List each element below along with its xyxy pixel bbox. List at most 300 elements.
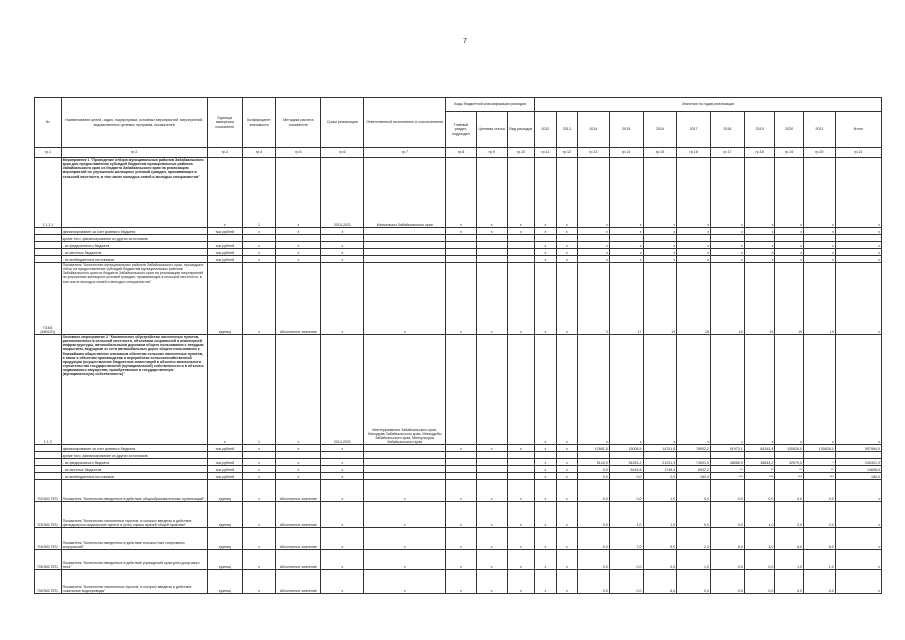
table-cell: 3 — [578, 263, 610, 335]
table-cell: х — [364, 550, 446, 570]
table-cell — [507, 335, 535, 445]
row-name: Показатель "Количество введенных в действие общеобразовательных организаций" — [61, 480, 207, 502]
table-cell: 1,0 — [775, 550, 804, 570]
table-cell: х — [476, 570, 507, 594]
table-cell: х — [643, 228, 677, 235]
table-cell: х — [711, 158, 745, 228]
table-cell: х — [578, 335, 610, 445]
table-cell: х — [242, 445, 276, 452]
table-cell: х — [242, 570, 276, 594]
row-name: кроме того, финансирование из других источников: — [61, 452, 207, 459]
table-cell: Абсолютное значение — [276, 480, 321, 502]
table-cell: 14698,6 — [835, 466, 881, 473]
column-number: гр.21 — [835, 148, 881, 158]
table-cell: х — [321, 550, 364, 570]
table-cell: Минтерразвития Забайкальского края, Минздрав Забайкальского края, Минсудьбы Забайкальского края, Минкультуры Забайкальского края — [364, 335, 446, 445]
table-cell — [804, 235, 836, 242]
table-cell — [578, 235, 610, 242]
table-cell — [364, 459, 446, 466]
header-year-2019: 2019 — [744, 112, 775, 148]
table-cell: х — [556, 480, 577, 502]
table-cell — [507, 256, 535, 263]
table-cell: х — [835, 502, 881, 528]
column-number: гр.9 — [476, 148, 507, 158]
table-cell — [321, 235, 364, 242]
table-cell — [476, 452, 507, 459]
table-cell: х — [744, 242, 775, 249]
row-name: Мероприятие 1 "Проведение отбора муниципальных районов Забайкальского края для предоставления субсидий бюджетам муниципальных районов Забайкальского края из бюджета Забайкальского края на реализацию мероприятий по улучшению жилищных условий граждан, проживающих в сельской местности, в том числе молодых семей и молодых специалистов" — [61, 158, 207, 228]
table-cell: х — [578, 158, 610, 228]
column-number: гр.7 — [364, 148, 446, 158]
table-cell: х — [242, 480, 276, 502]
table-cell: х — [556, 473, 577, 480]
table-cell: х — [535, 249, 556, 256]
table-cell — [207, 452, 242, 459]
table-cell — [677, 235, 711, 242]
row-name: Показатель "Количество населенных пунктов, в которых введены в действие локальные водопроводы" — [61, 570, 207, 594]
table-cell — [507, 452, 535, 459]
table-cell — [364, 256, 446, 263]
table-cell: х — [207, 158, 242, 228]
column-number: гр.15 — [643, 148, 677, 158]
table-cell: х — [744, 335, 775, 445]
table-cell — [711, 452, 745, 459]
table-cell — [242, 452, 276, 459]
table-cell: х — [609, 242, 643, 249]
table-cell: х — [276, 466, 321, 473]
row-code — [35, 256, 62, 263]
table-cell: 180,0 — [835, 473, 881, 480]
table-cell — [476, 256, 507, 263]
table-cell: 6,0 — [643, 570, 677, 594]
row-code: 1.1.1.1 — [35, 158, 62, 228]
table-cell: х — [276, 249, 321, 256]
table-cell — [446, 242, 477, 249]
table-cell — [207, 235, 242, 242]
table-cell: х — [446, 158, 477, 228]
table-cell: х — [556, 228, 577, 235]
table-cell: х — [775, 335, 804, 445]
table-cell: х — [321, 249, 364, 256]
table-cell: х — [364, 502, 446, 528]
table-cell: х — [677, 335, 711, 445]
table-cell: х — [609, 158, 643, 228]
table-cell: х — [535, 445, 556, 452]
table-row — [35, 452, 882, 459]
table-cell: х — [207, 335, 242, 445]
table-cell: х — [775, 249, 804, 256]
header-unit: Единица измерения показателя — [207, 98, 242, 148]
table-cell: х — [643, 256, 677, 263]
table-cell: 0,0 — [578, 550, 610, 570]
table-cell: х — [677, 256, 711, 263]
row-code — [35, 459, 62, 466]
table-cell — [364, 228, 446, 235]
table-cell: х — [535, 263, 556, 335]
table-cell: х — [364, 528, 446, 550]
table-cell — [556, 452, 577, 459]
table-cell: х — [711, 256, 745, 263]
header-resp: Ответственный исполнитель и соисполнители — [364, 98, 446, 148]
header-code-type: Вид расходов — [507, 112, 535, 148]
table-cell: х — [578, 228, 610, 235]
table-cell: тыс.рублей — [207, 445, 242, 452]
table-cell: 0,0 — [578, 466, 610, 473]
table-cell: х — [242, 256, 276, 263]
table-cell: 0,0 — [775, 570, 804, 594]
table-cell — [364, 445, 446, 452]
table-cell: 180,0 — [677, 473, 711, 480]
row-name: - из внебюджетных источников — [61, 473, 207, 480]
table-row — [35, 466, 882, 473]
table-cell: х — [556, 263, 577, 335]
table-cell: х — [744, 158, 775, 228]
table-cell: тыс.рублей — [207, 466, 242, 473]
header-code-article: Целевая статья — [476, 112, 507, 148]
table-cell — [446, 466, 477, 473]
table-cell: х — [446, 550, 477, 570]
table-cell: х — [321, 445, 364, 452]
header-method: Методика расчета показателя — [276, 98, 321, 148]
column-number: гр.10 — [507, 148, 535, 158]
table-row — [35, 528, 882, 550]
table-cell: х — [804, 158, 836, 228]
table-cell: х — [242, 466, 276, 473]
row-name: - из внебюджетных источников — [61, 256, 207, 263]
table-cell: х — [556, 550, 577, 570]
table-cell: х — [535, 480, 556, 502]
table-cell: Абсолютное значение — [276, 263, 321, 335]
table-cell — [364, 235, 446, 242]
table-cell: х — [242, 228, 276, 235]
column-number: гр.17 — [711, 148, 745, 158]
table-cell — [476, 459, 507, 466]
table-cell: х — [775, 242, 804, 249]
table-cell — [276, 235, 321, 242]
table-cell: х — [556, 502, 577, 528]
column-number: гр.2 — [61, 148, 207, 158]
table-cell: х — [835, 249, 881, 256]
table-cell: х — [744, 256, 775, 263]
table-cell: х — [535, 570, 556, 594]
table-cell: х — [321, 228, 364, 235]
table-cell: х — [643, 335, 677, 445]
table-cell: 32979,0 — [775, 459, 804, 466]
table-cell — [535, 452, 556, 459]
table-cell: х — [321, 570, 364, 594]
table-cell: х — [804, 256, 836, 263]
table-cell: 3,0 — [744, 528, 775, 550]
table-cell: единиц — [207, 528, 242, 550]
table-cell: х — [535, 528, 556, 550]
table-cell — [446, 452, 477, 459]
table-cell: х — [476, 158, 507, 228]
table-cell — [578, 452, 610, 459]
table-cell: 0,0 — [711, 550, 745, 570]
table-cell: единиц — [207, 502, 242, 528]
table-cell: 19 — [744, 263, 775, 335]
table-cell — [744, 452, 775, 459]
table-cell: х — [711, 335, 745, 445]
table-cell: тыс.рублей — [207, 459, 242, 466]
table-cell: х — [556, 466, 577, 473]
table-cell: Минсельхоз Забайкальского края — [364, 158, 446, 228]
table-cell: 0,0 — [578, 528, 610, 550]
column-numbers-row — [35, 148, 882, 158]
table-cell: ** — [804, 466, 836, 473]
table-cell: Абсолютное значение — [276, 528, 321, 550]
header-year-2015: 2015 — [609, 112, 643, 148]
table-row — [35, 473, 882, 480]
row-name: - из местных бюджетов — [61, 466, 207, 473]
table-cell: 19 — [711, 263, 745, 335]
table-cell: 0,0 — [578, 473, 610, 480]
table-cell: х — [507, 445, 535, 452]
row-code: 1.1.2 — [35, 335, 62, 445]
table-row — [35, 235, 882, 242]
table-cell: единиц — [207, 480, 242, 502]
table-cell: 2015-2021 — [321, 158, 364, 228]
row-name: Показатель "Количество населенных пунктов, в которых введены в действие фельдшерско-акушерские пункты и (или) офисы врачей общей практики" — [61, 502, 207, 528]
table-cell: 74591,3 — [677, 459, 711, 466]
table-cell: х — [446, 263, 477, 335]
table-cell: х — [556, 528, 577, 550]
table-cell — [609, 452, 643, 459]
table-cell — [446, 249, 477, 256]
table-cell: х — [835, 228, 881, 235]
table-cell: 0,0 — [711, 480, 745, 502]
table-cell: 2,0 — [677, 528, 711, 550]
table-row — [35, 502, 882, 528]
table-cell: Абсолютное значение — [276, 550, 321, 570]
table-cell: 19 — [643, 263, 677, 335]
table-cell: х — [446, 445, 477, 452]
table-cell — [507, 459, 535, 466]
table-cell: ** — [744, 466, 775, 473]
table-cell: 34251,2 — [609, 459, 643, 466]
table-cell: х — [556, 459, 577, 466]
table-cell: х — [677, 158, 711, 228]
table-cell: 130628,0 — [804, 445, 836, 452]
table-cell: х — [578, 249, 610, 256]
table-cell: 18 — [677, 263, 711, 335]
table-cell: х — [321, 473, 364, 480]
table-cell: х — [835, 263, 881, 335]
column-number: гр.14 — [609, 148, 643, 158]
table-cell: х — [535, 256, 556, 263]
table-cell: х — [242, 249, 276, 256]
table-cell — [476, 466, 507, 473]
table-cell: х — [446, 502, 477, 528]
table-cell: х — [446, 570, 477, 594]
table-cell: х — [242, 473, 276, 480]
table-cell — [535, 235, 556, 242]
table-cell: х — [711, 249, 745, 256]
table-cell: х — [535, 242, 556, 249]
table-row — [35, 480, 882, 502]
table-cell: х — [507, 480, 535, 502]
table-cell: х — [507, 502, 535, 528]
table-cell — [507, 235, 535, 242]
table-cell: х — [446, 228, 477, 235]
table-cell: 0,0 — [643, 550, 677, 570]
table-cell: х — [507, 550, 535, 570]
table-row — [35, 242, 882, 249]
column-number: гр.3 — [207, 148, 242, 158]
table-cell: тыс.рублей — [207, 473, 242, 480]
row-code — [35, 235, 62, 242]
table-cell — [321, 452, 364, 459]
table-cell — [507, 249, 535, 256]
indicator-table — [34, 97, 882, 594]
row-code — [35, 228, 62, 235]
table-cell: х — [556, 335, 577, 445]
table-cell: х — [775, 158, 804, 228]
table-cell: х — [677, 228, 711, 235]
table-row — [35, 335, 882, 445]
table-row — [35, 570, 882, 594]
table-cell: х — [321, 263, 364, 335]
table-cell: х — [535, 473, 556, 480]
table-cell — [775, 452, 804, 459]
table-cell: х — [677, 249, 711, 256]
table-cell: х — [507, 158, 535, 228]
table-cell — [556, 235, 577, 242]
table-cell — [643, 235, 677, 242]
row-code — [35, 452, 62, 459]
header-no: № — [35, 98, 62, 148]
header-year-2020: 2020 — [775, 112, 804, 148]
row-code — [35, 466, 62, 473]
table-cell: х — [556, 249, 577, 256]
table-cell — [476, 473, 507, 480]
table-cell: х — [446, 528, 477, 550]
table-cell: *** — [804, 473, 836, 480]
row-name: финансирование за счет краевого бюджета — [61, 445, 207, 452]
table-cell: 557984,9 — [835, 445, 881, 452]
table-row — [35, 550, 882, 570]
table-cell: 12881,5 — [578, 445, 610, 452]
table-cell: 19 — [775, 263, 804, 335]
table-cell: х — [609, 256, 643, 263]
table-cell: х — [276, 335, 321, 445]
table-cell: х — [276, 228, 321, 235]
row-name: - из федерального бюджета — [61, 459, 207, 466]
table-cell: тыс.рублей — [207, 242, 242, 249]
table-cell: х — [476, 502, 507, 528]
table-cell — [446, 335, 477, 445]
column-number: гр.5 — [276, 148, 321, 158]
table-cell: х — [643, 249, 677, 256]
table-cell: тыс.рублей — [207, 256, 242, 263]
table-cell — [677, 452, 711, 459]
table-cell: х — [507, 228, 535, 235]
table-cell — [476, 249, 507, 256]
table-cell: 19 — [804, 263, 836, 335]
table-cell — [364, 473, 446, 480]
table-cell: х — [242, 242, 276, 249]
table-cell: 0,0 — [609, 473, 643, 480]
table-cell: 1748,4 — [643, 466, 677, 473]
row-code — [35, 249, 62, 256]
table-cell — [711, 235, 745, 242]
table-cell: х — [556, 158, 577, 228]
row-code — [35, 445, 62, 452]
table-cell: 0,0 — [578, 502, 610, 528]
table-row — [35, 445, 882, 452]
table-cell — [476, 242, 507, 249]
column-number: гр.11 — [535, 148, 556, 158]
row-code: П3ОМ2 ПП1 — [35, 502, 62, 528]
table-cell: *** — [711, 473, 745, 480]
table-cell: х — [364, 263, 446, 335]
header-codes: Коды бюджетной классификации расходов — [446, 98, 535, 112]
table-cell — [364, 249, 446, 256]
table-cell: 0,0 — [609, 480, 643, 502]
table-cell: х — [835, 528, 881, 550]
table-cell — [364, 452, 446, 459]
table-cell: 21231,3 — [643, 459, 677, 466]
table-cell: Абсолютное значение — [276, 570, 321, 594]
header-name: Наименование целей, задач, подпрограмм, основных мероприятий, мероприятий, ведомственных целевых программ, показателей — [61, 98, 207, 148]
row-code: П2ОМ2 ПП1 — [35, 480, 62, 502]
table-cell: х — [556, 242, 577, 249]
table-cell: 0,0 — [744, 480, 775, 502]
table-cell: х — [321, 502, 364, 528]
table-cell: 0,0 — [578, 570, 610, 594]
table-cell: х — [835, 550, 881, 570]
header-total: Итого — [835, 112, 881, 148]
table-cell: х — [321, 459, 364, 466]
table-cell: х — [578, 256, 610, 263]
header-term: Сроки реализации — [321, 98, 364, 148]
table-cell: х — [804, 249, 836, 256]
table-row — [35, 249, 882, 256]
table-cell — [804, 452, 836, 459]
table-cell: 0,0 — [711, 502, 745, 528]
table-cell: х — [507, 570, 535, 594]
table-cell: 2014-2021 — [321, 335, 364, 445]
table-cell: х — [835, 256, 881, 263]
table-cell: х — [535, 459, 556, 466]
table-cell: х — [535, 228, 556, 235]
table-cell: х — [276, 242, 321, 249]
table-cell: 84161,4 — [744, 445, 775, 452]
table-cell — [446, 256, 477, 263]
table-cell: х — [535, 335, 556, 445]
table-cell: х — [677, 242, 711, 249]
table-cell: х — [476, 480, 507, 502]
table-cell: х — [507, 263, 535, 335]
row-code: П4ОМ2 ПП1 — [35, 528, 62, 550]
table-cell: х — [507, 528, 535, 550]
table-cell: х — [276, 459, 321, 466]
table-cell: 0,0 — [744, 570, 775, 594]
table-cell: * — [804, 459, 836, 466]
table-cell: 5,0 — [643, 528, 677, 550]
table-cell: 14701,8 — [643, 445, 677, 452]
table-cell: 0,0 — [744, 550, 775, 570]
table-cell: Абсолютное значение — [276, 502, 321, 528]
table-cell: х — [535, 550, 556, 570]
table-row — [35, 256, 882, 263]
table-row — [35, 158, 882, 228]
table-cell: 7,0 — [609, 528, 643, 550]
column-number: гр.16 — [677, 148, 711, 158]
table-cell: 1 — [242, 335, 276, 445]
table-cell: тыс.рублей — [207, 228, 242, 235]
row-code: П6ОМ2 ПП1 — [35, 570, 62, 594]
